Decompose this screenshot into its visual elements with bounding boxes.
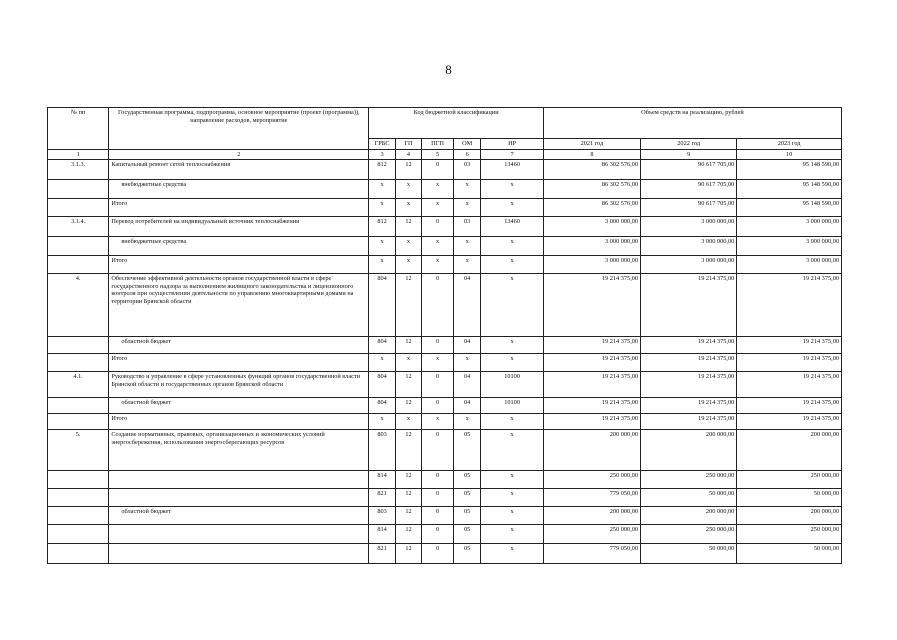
code-nr: 10100 — [481, 398, 543, 414]
code-nr: х — [481, 414, 543, 430]
amount-2021: 86 302 576,00 — [543, 160, 640, 180]
amount-2021: 200 000,00 — [543, 430, 640, 471]
table-row — [48, 337, 842, 354]
row-name: внебюджетные средства — [109, 180, 369, 199]
code-om: 04 — [453, 372, 480, 398]
code-gp: х — [395, 199, 421, 217]
header-program: Государственная программа, подпрограмма, основное мероприятие (проект (программа)), направление расходов, мероприятие — [109, 108, 369, 150]
code-nr: х — [481, 471, 543, 489]
code-pgp: х — [422, 237, 454, 256]
code-om: 03 — [453, 217, 480, 237]
code-nr: х — [481, 274, 543, 337]
col-number: 3 — [369, 149, 395, 160]
code-nr: х — [481, 180, 543, 199]
row-name: областной бюджет — [109, 337, 369, 354]
code-om: х — [453, 414, 480, 430]
code-gp: 12 — [395, 430, 421, 471]
row-number: 3.1.3. — [48, 160, 109, 180]
row-number: 3.1.4. — [48, 217, 109, 237]
header-code-group: Код бюджетной классификации — [369, 108, 543, 139]
code-nr: х — [481, 507, 543, 525]
col-number: 8 — [543, 149, 640, 160]
table-row — [48, 507, 842, 525]
code-gp: х — [395, 354, 421, 372]
code-gp: 12 — [395, 274, 421, 337]
code-nr: х — [481, 489, 543, 507]
code-gp: 12 — [395, 160, 421, 180]
row-number: 5. — [48, 430, 109, 471]
code-nr: х — [481, 256, 543, 274]
row-name: внебюджетные средства — [109, 237, 369, 256]
amount-2021: 19 214 375,00 — [543, 337, 640, 354]
amount-2022: 19 214 375,00 — [641, 398, 737, 414]
amount-2023: 250 000,00 — [737, 471, 842, 489]
header-code-nr: НР — [481, 139, 543, 150]
code-pgp: 0 — [422, 337, 454, 354]
table-row — [48, 274, 842, 337]
table-row — [48, 430, 842, 471]
row-name: Руководство и управление в сфере установленных функций органов государственной власти Брянской области и государственных органов Брянской области — [109, 372, 369, 398]
code-grbs: 812 — [369, 217, 395, 237]
amount-2023: 50 000,00 — [737, 544, 842, 564]
row-number — [48, 525, 109, 544]
amount-2023: 250 000,00 — [737, 525, 842, 544]
code-gp: 12 — [395, 217, 421, 237]
code-pgp: 0 — [422, 471, 454, 489]
amount-2023: 19 214 375,00 — [737, 354, 842, 372]
code-grbs: 804 — [369, 372, 395, 398]
header-code-om: ОМ — [453, 139, 480, 150]
code-pgp: 0 — [422, 507, 454, 525]
table-row — [48, 525, 842, 544]
code-nr: х — [481, 199, 543, 217]
amount-2021: 86 302 576,00 — [543, 199, 640, 217]
page-number: 8 — [445, 62, 452, 77]
row-number — [48, 354, 109, 372]
code-pgp: 0 — [422, 489, 454, 507]
col-number: 7 — [481, 149, 543, 160]
header-num: № пп — [48, 108, 109, 150]
amount-2023: 95 148 590,00 — [737, 180, 842, 199]
col-number: 9 — [641, 149, 737, 160]
header-code-pgp: ПГП — [422, 139, 454, 150]
code-grbs: 814 — [369, 471, 395, 489]
code-grbs: 821 — [369, 489, 395, 507]
code-grbs: 803 — [369, 430, 395, 471]
amount-2023: 19 214 375,00 — [737, 274, 842, 337]
amount-2021: 19 214 375,00 — [543, 274, 640, 337]
code-grbs: х — [369, 237, 395, 256]
code-gp: 12 — [395, 398, 421, 414]
code-pgp: х — [422, 354, 454, 372]
amount-2022: 200 000,00 — [641, 430, 737, 471]
code-nr: х — [481, 337, 543, 354]
code-om: х — [453, 180, 480, 199]
col-number: 5 — [422, 149, 454, 160]
row-name: Капитальный ремонт сетей теплоснабжения — [109, 160, 369, 180]
header-code-grbs: ГРБС — [369, 139, 395, 150]
code-grbs: 804 — [369, 337, 395, 354]
code-om: 03 — [453, 160, 480, 180]
header-year-2023: 2023 год — [737, 139, 842, 150]
amount-2022: 250 000,00 — [641, 471, 737, 489]
row-number — [48, 199, 109, 217]
row-number — [48, 337, 109, 354]
code-om: 05 — [453, 525, 480, 544]
amount-2022: 19 214 375,00 — [641, 372, 737, 398]
code-gp: х — [395, 414, 421, 430]
amount-2022: 19 214 375,00 — [641, 274, 737, 337]
row-name: Создание нормативных, правовых, организационных и экономических условий энергосбережения, использования энергосберегающих ресурсов — [109, 430, 369, 471]
table-row — [48, 199, 842, 217]
code-gp: 12 — [395, 372, 421, 398]
col-number: 4 — [395, 149, 421, 160]
table-row — [48, 217, 842, 237]
code-gp: х — [395, 237, 421, 256]
code-gp: 12 — [395, 544, 421, 564]
row-number — [48, 256, 109, 274]
col-number: 2 — [109, 149, 369, 160]
code-pgp: 0 — [422, 430, 454, 471]
amount-2022: 19 214 375,00 — [641, 337, 737, 354]
amount-2023: 200 000,00 — [737, 430, 842, 471]
code-gp: 12 — [395, 489, 421, 507]
col-number: 10 — [737, 149, 842, 160]
table-row — [48, 544, 842, 564]
row-number — [48, 414, 109, 430]
code-pgp: 0 — [422, 274, 454, 337]
row-name: Обеспечение эффективной деятельности органов государственной власти в сфере государственного надзора за выполнением жилищного законодательства и лицензионного контроля при осуществлении деятельности по управлению многоквартирными домами на территории Брянской области — [109, 274, 369, 337]
col-number: 1 — [48, 149, 109, 160]
code-gp: х — [395, 256, 421, 274]
code-gp: х — [395, 180, 421, 199]
code-grbs: 812 — [369, 160, 395, 180]
amount-2022: 90 617 705,00 — [641, 160, 737, 180]
amount-2021: 19 214 375,00 — [543, 372, 640, 398]
code-nr: х — [481, 544, 543, 564]
amount-2023: 3 000 000,00 — [737, 256, 842, 274]
code-grbs: 814 — [369, 525, 395, 544]
amount-2023: 200 000,00 — [737, 507, 842, 525]
budget-table — [47, 107, 842, 564]
row-number: 4.1. — [48, 372, 109, 398]
code-grbs: 804 — [369, 398, 395, 414]
amount-2023: 95 148 590,00 — [737, 199, 842, 217]
code-om: 05 — [453, 507, 480, 525]
code-om: х — [453, 237, 480, 256]
code-grbs: 821 — [369, 544, 395, 564]
code-grbs: х — [369, 199, 395, 217]
amount-2023: 95 148 590,00 — [737, 160, 842, 180]
code-nr: 10100 — [481, 372, 543, 398]
code-pgp: 0 — [422, 544, 454, 564]
code-gp: 12 — [395, 337, 421, 354]
amount-2021: 19 214 375,00 — [543, 354, 640, 372]
amount-2023: 19 214 375,00 — [737, 372, 842, 398]
code-nr: 13460 — [481, 160, 543, 180]
row-name — [109, 489, 369, 507]
header-amount-group: Объем средств на реализацию, рублей — [543, 108, 841, 139]
amount-2022: 19 214 375,00 — [641, 414, 737, 430]
amount-2021: 779 050,00 — [543, 544, 640, 564]
code-grbs: 803 — [369, 507, 395, 525]
amount-2021: 3 000 000,00 — [543, 237, 640, 256]
row-name: Перевод потребителей на индивидуальный источник теплоснабжения — [109, 217, 369, 237]
code-om: х — [453, 354, 480, 372]
amount-2021: 86 302 576,00 — [543, 180, 640, 199]
amount-2023: 19 214 375,00 — [737, 414, 842, 430]
amount-2022: 250 000,00 — [641, 525, 737, 544]
row-name: Итого — [109, 414, 369, 430]
code-nr: х — [481, 525, 543, 544]
amount-2023: 3 000 000,00 — [737, 217, 842, 237]
row-number — [48, 544, 109, 564]
code-gp: 12 — [395, 471, 421, 489]
code-om: 05 — [453, 430, 480, 471]
code-grbs: х — [369, 180, 395, 199]
row-number — [48, 471, 109, 489]
row-number — [48, 237, 109, 256]
amount-2022: 3 000 000,00 — [641, 237, 737, 256]
amount-2021: 19 214 375,00 — [543, 398, 640, 414]
code-pgp: 0 — [422, 160, 454, 180]
amount-2022: 200 000,00 — [641, 507, 737, 525]
code-grbs: х — [369, 354, 395, 372]
header-code-gp: ГП — [395, 139, 421, 150]
table-row — [48, 256, 842, 274]
code-grbs: х — [369, 414, 395, 430]
amount-2021: 3 000 000,00 — [543, 217, 640, 237]
code-pgp: х — [422, 414, 454, 430]
row-number — [48, 489, 109, 507]
code-gp: 12 — [395, 507, 421, 525]
row-number: 4. — [48, 274, 109, 337]
code-pgp: 0 — [422, 372, 454, 398]
amount-2022: 3 000 000,00 — [641, 256, 737, 274]
code-nr: х — [481, 237, 543, 256]
col-number: 6 — [453, 149, 480, 160]
code-pgp: х — [422, 180, 454, 199]
code-pgp: 0 — [422, 217, 454, 237]
code-nr: 13460 — [481, 217, 543, 237]
row-name: Итого — [109, 354, 369, 372]
row-name: Итого — [109, 256, 369, 274]
amount-2021: 250 000,00 — [543, 471, 640, 489]
code-pgp: 0 — [422, 525, 454, 544]
code-om: х — [453, 256, 480, 274]
header-year-2021: 2021 год — [543, 139, 640, 150]
amount-2021: 250 000,00 — [543, 525, 640, 544]
code-pgp: х — [422, 199, 454, 217]
code-nr: х — [481, 430, 543, 471]
code-grbs: х — [369, 256, 395, 274]
amount-2022: 90 617 705,00 — [641, 199, 737, 217]
table-row — [48, 489, 842, 507]
amount-2021: 3 000 000,00 — [543, 256, 640, 274]
row-number — [48, 180, 109, 199]
row-name: Итого — [109, 199, 369, 217]
row-name — [109, 544, 369, 564]
table-row — [48, 398, 842, 414]
code-om: 05 — [453, 471, 480, 489]
code-gp: 12 — [395, 525, 421, 544]
row-name — [109, 471, 369, 489]
code-grbs: 804 — [369, 274, 395, 337]
code-om: 05 — [453, 544, 480, 564]
code-om: 04 — [453, 274, 480, 337]
amount-2023: 3 000 000,00 — [737, 237, 842, 256]
row-name: областной бюджет — [109, 507, 369, 525]
amount-2022: 90 617 705,00 — [641, 180, 737, 199]
code-pgp: 0 — [422, 398, 454, 414]
amount-2022: 3 000 000,00 — [641, 217, 737, 237]
code-om: 05 — [453, 489, 480, 507]
table-row — [48, 237, 842, 256]
table-row — [48, 471, 842, 489]
code-om: х — [453, 199, 480, 217]
table-row — [48, 180, 842, 199]
table-row — [48, 354, 842, 372]
amount-2023: 19 214 375,00 — [737, 398, 842, 414]
amount-2021: 19 214 375,00 — [543, 414, 640, 430]
code-nr: х — [481, 354, 543, 372]
amount-2022: 50 000,00 — [641, 489, 737, 507]
amount-2022: 50 000,00 — [641, 544, 737, 564]
amount-2023: 50 000,00 — [737, 489, 842, 507]
code-pgp: х — [422, 256, 454, 274]
amount-2021: 779 050,00 — [543, 489, 640, 507]
amount-2021: 200 000,00 — [543, 507, 640, 525]
row-number — [48, 398, 109, 414]
row-name — [109, 525, 369, 544]
code-om: 04 — [453, 398, 480, 414]
table-row — [48, 372, 842, 398]
table-row — [48, 160, 842, 180]
code-om: 04 — [453, 337, 480, 354]
amount-2023: 19 214 375,00 — [737, 337, 842, 354]
table-row — [48, 414, 842, 430]
amount-2022: 19 214 375,00 — [641, 354, 737, 372]
row-name: областной бюджет — [109, 398, 369, 414]
row-number — [48, 507, 109, 525]
header-year-2022: 2022 год — [641, 139, 737, 150]
